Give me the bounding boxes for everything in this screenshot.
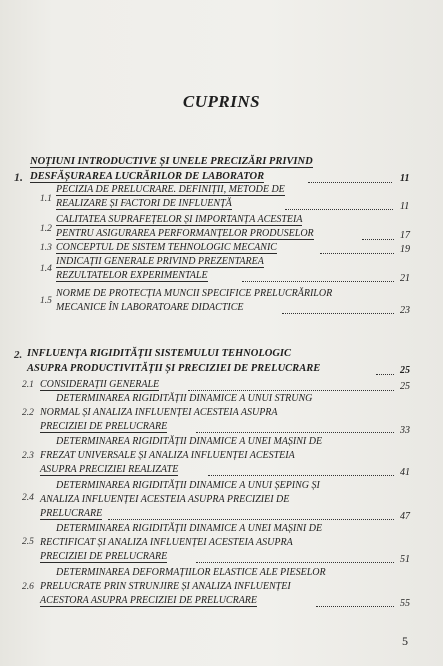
leader-dots bbox=[188, 390, 394, 391]
section-title-line: NORME DE PROTECȚIA MUNCII SPECIFICE PRELUCRĂRILOR bbox=[56, 288, 333, 299]
leader-dots bbox=[316, 606, 394, 607]
section-title-line: CONSIDERAȚII GENERALE bbox=[40, 379, 160, 390]
page-ref: 21 bbox=[400, 273, 410, 284]
section-number: 1.1 bbox=[40, 194, 52, 204]
section-title-line: FREZAT UNIVERSALE ȘI ANALIZA INFLUENȚEI ACESTEIA bbox=[40, 450, 295, 461]
leader-dots bbox=[196, 432, 394, 433]
page-ref: 11 bbox=[400, 173, 410, 184]
section-title-line: NORMAL ȘI ANALIZA INFLUENȚEI ACESTEIA ASUPRA bbox=[40, 407, 278, 418]
page-ref: 55 bbox=[400, 598, 410, 609]
page-ref: 47 bbox=[400, 511, 410, 522]
section-number: 1.5 bbox=[40, 296, 52, 306]
chapter-title-line: NOȚIUNI INTRODUCTIVE ȘI UNELE PRECIZĂRI PRIVIND bbox=[30, 156, 313, 167]
section-title-line: CALITATEA SUPRAFEȚELOR ȘI IMPORTANȚA ACESTEIA bbox=[56, 214, 303, 225]
leader-dots bbox=[208, 475, 394, 476]
leader-dots bbox=[196, 562, 394, 563]
chapter-title-line: DESFĂȘURAREA LUCRĂRILOR DE LABORATOR bbox=[30, 171, 265, 182]
section-title-line: PRECIZIEI DE PRELUCRARE bbox=[40, 551, 168, 562]
section-title-line: INDICAȚII GENERALE PRIVIND PREZENTAREA bbox=[56, 256, 264, 267]
section-title-line: ANALIZA INFLUENȚEI ACESTEIA ASUPRA PRECIZIEI DE bbox=[40, 494, 290, 505]
section-title-line: PRECIZIEI DE PRELUCRARE bbox=[40, 421, 168, 432]
chapter-number: 2. bbox=[14, 349, 23, 361]
section-title-line: PENTRU ASIGURAREA PERFORMANȚELOR PRODUSELOR bbox=[56, 228, 314, 239]
section-number: 2.2 bbox=[22, 408, 34, 418]
section-title-line: ACESTORA ASUPRA PRECIZIEI DE PRELUCRARE bbox=[40, 595, 258, 606]
section-number: 2.5 bbox=[22, 537, 34, 547]
section-title-line: REALIZARE ȘI FACTORI DE INFLUENȚĂ bbox=[56, 198, 232, 209]
section-title-line: ASUPRA PRECIZIEI REALIZATE bbox=[40, 464, 179, 475]
section-title-line: MECANICE ÎN LABORATOARE DIDACTICE bbox=[56, 302, 244, 313]
section-number: 1.4 bbox=[40, 264, 52, 274]
page-ref: 51 bbox=[400, 554, 410, 565]
section-number: 1.3 bbox=[40, 243, 52, 253]
section-title-line: DETERMINAREA RIGIDITĂȚII DINAMICE A UNUI STRUNG bbox=[56, 393, 313, 404]
page-ref: 25 bbox=[400, 381, 410, 392]
page-ref: 11 bbox=[400, 201, 410, 212]
leader-dots bbox=[285, 209, 393, 210]
page-ref: 41 bbox=[400, 467, 410, 478]
section-title-line: DETERMINAREA DEFORMAȚIILOR ELASTICE ALE PIESELOR bbox=[56, 567, 326, 578]
section-title-line: CONCEPTUL DE SISTEM TEHNOLOGIC MECANIC bbox=[56, 242, 277, 253]
section-number: 2.6 bbox=[22, 582, 34, 592]
section-title-line: REZULTATELOR EXPERIMENTALE bbox=[56, 270, 208, 281]
section-title-line: DETERMINAREA RIGIDITĂȚII DINAMICE A UNEI MAȘINI DE bbox=[56, 436, 323, 447]
section-number: 2.4 bbox=[22, 493, 34, 503]
section-title-line: DETERMINAREA RIGIDITĂȚII DINAMICE A UNEI MAȘINI DE bbox=[56, 523, 323, 534]
section-title-line: DETERMINAREA RIGIDITĂȚII DINAMICE A UNUI ȘEPING ȘI bbox=[56, 480, 320, 491]
leader-dots bbox=[376, 374, 394, 375]
section-title-line: PRELUCRATE PRIN STRUNJIRE ȘI ANALIZA INFLUENȚEI bbox=[40, 581, 291, 592]
leader-dots bbox=[320, 253, 394, 254]
section-number: 2.3 bbox=[22, 451, 34, 461]
section-number: 2.1 bbox=[22, 380, 34, 390]
chapter-title-line: INFLUENȚA RIGIDITĂȚII SISTEMULUI TEHNOLOGIC bbox=[27, 348, 292, 359]
page-ref: 23 bbox=[400, 305, 410, 316]
page-ref: 17 bbox=[400, 230, 410, 241]
leader-dots bbox=[308, 182, 392, 183]
section-title-line: RECTIFICAT ȘI ANALIZA INFLUENȚEI ACESTEIA ASUPRA bbox=[40, 537, 293, 548]
page-title: CUPRINS bbox=[182, 92, 261, 111]
chapter-number: 1. bbox=[14, 170, 23, 184]
chapter-title-line: ASUPRA PRODUCTIVITĂȚII ȘI PRECIZIEI DE PRELUCRARE bbox=[27, 363, 321, 374]
page-ref: 19 bbox=[400, 244, 410, 255]
leader-dots bbox=[242, 281, 394, 282]
section-number: 1.2 bbox=[40, 224, 52, 234]
leader-dots bbox=[362, 239, 394, 240]
page-number: 5 bbox=[402, 634, 408, 648]
page-ref: 25 bbox=[400, 365, 410, 376]
page-ref: 33 bbox=[400, 425, 410, 436]
leader-dots bbox=[108, 519, 394, 520]
section-title-line: PECIZIA DE PRELUCRARE. DEFINIȚII, METODE DE bbox=[56, 184, 285, 195]
section-title-line: PRELUCRARE bbox=[40, 508, 103, 519]
leader-dots bbox=[282, 313, 394, 314]
